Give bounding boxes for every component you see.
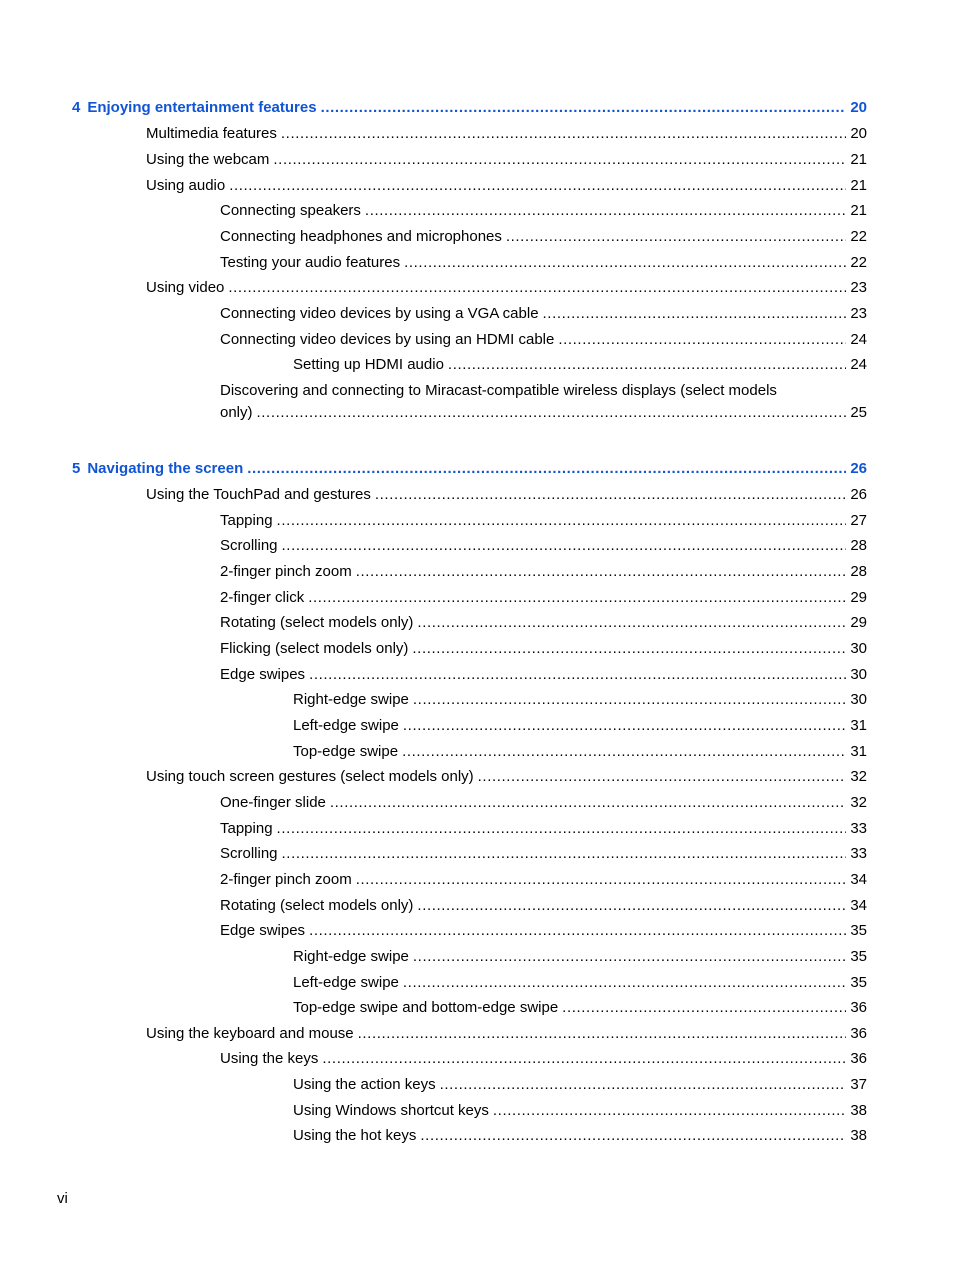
toc-entry[interactable]	[220, 224, 867, 246]
entry-page-number: 36	[850, 1050, 867, 1067]
dot-leader	[558, 331, 846, 349]
dot-leader	[358, 1025, 847, 1043]
toc-entry[interactable]	[220, 790, 867, 812]
toc-entry[interactable]	[220, 250, 867, 272]
toc-entry[interactable]	[220, 1046, 867, 1068]
toc-entry[interactable]	[293, 352, 867, 374]
toc-entry[interactable]	[293, 1072, 867, 1094]
entry-page-number: 33	[850, 845, 867, 862]
dot-leader	[417, 897, 846, 915]
toc-entry[interactable]	[293, 1123, 867, 1145]
toc-entry[interactable]	[220, 301, 867, 323]
toc-entry[interactable]	[220, 198, 867, 220]
entry-title: Flicking (select models only)	[220, 640, 409, 657]
entry-title: 2-finger pinch zoom	[220, 563, 352, 580]
dot-leader	[273, 151, 846, 169]
entry-title: Using Windows shortcut keys	[293, 1102, 489, 1119]
entry-title: Setting up HDMI audio	[293, 356, 444, 373]
dot-leader	[413, 948, 846, 966]
toc-entry[interactable]	[146, 764, 867, 786]
entry-page-number: 36	[850, 999, 867, 1016]
entry-page-number: 31	[850, 717, 867, 734]
entry-title: Scrolling	[220, 537, 278, 554]
dot-leader	[257, 404, 847, 422]
entry-title: Left-edge swipe	[293, 717, 399, 734]
dot-leader	[247, 460, 846, 478]
toc-entry[interactable]	[293, 739, 867, 761]
entry-page-number: 20	[850, 125, 867, 142]
entry-page-number: 21	[850, 202, 867, 219]
entry-title: Edge swipes	[220, 666, 306, 683]
entry-title: Using audio	[146, 177, 226, 194]
dot-leader	[543, 305, 847, 323]
entry-page-number: 22	[850, 254, 867, 271]
dot-leader	[403, 974, 846, 992]
dot-leader	[417, 614, 846, 632]
entry-page-number: 37	[850, 1076, 867, 1093]
entry-page-number: 21	[850, 177, 867, 194]
entry-title: 2-finger pinch zoom	[220, 871, 352, 888]
entry-title: Using touch screen gestures (select models only)	[146, 768, 474, 785]
toc-entry[interactable]	[220, 636, 867, 658]
dot-leader	[420, 1127, 846, 1145]
entry-page-number: 35	[850, 948, 867, 965]
toc-entry[interactable]	[293, 687, 867, 709]
toc-entry[interactable]	[146, 1021, 867, 1043]
toc-entry[interactable]	[293, 713, 867, 735]
entry-title: Connecting speakers	[220, 202, 361, 219]
entry-title: Right-edge swipe	[293, 948, 409, 965]
dot-leader	[365, 202, 846, 220]
dot-leader	[277, 512, 847, 530]
entry-title: Scrolling	[220, 845, 278, 862]
entry-title: One-finger slide	[220, 794, 326, 811]
dot-leader	[282, 537, 847, 555]
chapter-page-number: 26	[850, 460, 867, 477]
dot-leader	[448, 356, 846, 374]
entry-page-number: 23	[850, 305, 867, 322]
toc-entry[interactable]	[220, 400, 867, 422]
entry-title: Using the action keys	[293, 1076, 436, 1093]
entry-title: Tapping	[220, 820, 273, 837]
toc-entry[interactable]	[146, 482, 867, 504]
entry-page-number: 29	[850, 614, 867, 631]
toc-entry[interactable]	[220, 559, 867, 581]
toc-entry[interactable]	[220, 327, 867, 349]
dot-leader	[375, 486, 846, 504]
entry-page-number: 34	[850, 897, 867, 914]
entry-page-number: 21	[850, 151, 867, 168]
entry-title: Using the keyboard and mouse	[146, 1025, 354, 1042]
entry-title: Using video	[146, 279, 225, 296]
entry-title: Left-edge swipe	[293, 974, 399, 991]
entry-page-number: 32	[850, 794, 867, 811]
entry-title: Tapping	[220, 512, 273, 529]
toc-entry-wrapped-first-line[interactable]	[220, 378, 867, 400]
entry-title: Rotating (select models only)	[220, 897, 414, 914]
entry-title: 2-finger click	[220, 589, 305, 606]
entry-title: Rotating (select models only)	[220, 614, 414, 631]
entry-page-number: 28	[850, 563, 867, 580]
entry-title: Connecting video devices by using a VGA cable	[220, 305, 539, 322]
entry-page-number: 24	[850, 331, 867, 348]
entry-title: Using the keys	[220, 1050, 319, 1067]
page-folio: vi	[57, 1190, 68, 1207]
entry-page-number: 24	[850, 356, 867, 373]
dot-leader	[228, 279, 846, 297]
toc-entry[interactable]	[220, 585, 867, 607]
toc-chapter-4[interactable]	[72, 95, 867, 117]
dot-leader	[413, 691, 846, 709]
dot-leader	[282, 845, 847, 863]
dot-leader	[478, 768, 847, 786]
chapter-number: 4	[72, 99, 81, 116]
entry-page-number: 38	[850, 1127, 867, 1144]
entry-title: Edge swipes	[220, 922, 306, 939]
toc-entry[interactable]	[220, 662, 867, 684]
dot-leader	[404, 254, 846, 272]
chapter-number: 5	[72, 460, 81, 477]
dot-leader	[281, 125, 846, 143]
toc-entry[interactable]	[146, 121, 867, 143]
dot-leader	[229, 177, 846, 195]
entry-title: Connecting headphones and microphones	[220, 228, 502, 245]
entry-page-number: 26	[850, 486, 867, 503]
entry-page-number: 36	[850, 1025, 867, 1042]
toc-chapter-5[interactable]	[72, 456, 867, 478]
chapter-page-number: 20	[850, 99, 867, 116]
toc-entry[interactable]	[220, 867, 867, 889]
toc-entry[interactable]	[220, 841, 867, 863]
toc-entry[interactable]	[146, 275, 867, 297]
entry-title: Top-edge swipe	[293, 743, 399, 760]
dot-leader	[402, 743, 846, 761]
toc-entry[interactable]	[220, 533, 867, 555]
entry-page-number: 32	[850, 768, 867, 785]
toc-entry[interactable]	[220, 508, 867, 530]
entry-title: Testing your audio features	[220, 254, 401, 271]
dot-leader	[493, 1102, 846, 1120]
dot-leader	[308, 589, 846, 607]
toc-entry[interactable]	[293, 1098, 867, 1120]
dot-leader	[277, 820, 847, 838]
entry-page-number: 28	[850, 537, 867, 554]
dot-leader	[309, 922, 846, 940]
toc-entry[interactable]	[220, 816, 867, 838]
dot-leader	[309, 666, 846, 684]
entry-page-number: 30	[850, 640, 867, 657]
entry-title: Right-edge swipe	[293, 691, 409, 708]
toc-entry[interactable]	[293, 970, 867, 992]
entry-title: Multimedia features	[146, 125, 277, 142]
toc-entry[interactable]	[293, 995, 867, 1017]
entry-title: Using the hot keys	[293, 1127, 417, 1144]
dot-leader	[562, 999, 846, 1017]
entry-title-continued: only)	[220, 404, 253, 421]
dot-leader	[356, 563, 847, 581]
entry-page-number: 31	[850, 743, 867, 760]
toc-entry[interactable]	[220, 893, 867, 915]
entry-page-number: 25	[850, 404, 867, 421]
entry-page-number: 22	[850, 228, 867, 245]
toc-entry[interactable]	[146, 147, 867, 169]
entry-page-number: 34	[850, 871, 867, 888]
entry-page-number: 33	[850, 820, 867, 837]
entry-title: Connecting video devices by using an HDMI cable	[220, 331, 555, 348]
entry-page-number: 27	[850, 512, 867, 529]
dot-leader	[356, 871, 847, 889]
entry-title: Using the TouchPad and gestures	[146, 486, 371, 503]
dot-leader	[321, 99, 847, 117]
dot-leader	[440, 1076, 847, 1094]
chapter-title: Enjoying entertainment features	[87, 99, 317, 116]
toc-entry[interactable]	[220, 918, 867, 940]
entry-page-number: 29	[850, 589, 867, 606]
entry-title: Top-edge swipe and bottom-edge swipe	[293, 999, 559, 1016]
dot-leader	[403, 717, 846, 735]
dot-leader	[330, 794, 846, 812]
entry-page-number: 38	[850, 1102, 867, 1119]
toc-entry[interactable]	[293, 944, 867, 966]
toc-entry[interactable]	[220, 610, 867, 632]
chapter-title: Navigating the screen	[87, 460, 244, 477]
entry-title: Using the webcam	[146, 151, 270, 168]
toc-entry[interactable]	[146, 173, 867, 195]
entry-page-number: 23	[850, 279, 867, 296]
entry-page-number: 35	[850, 974, 867, 991]
entry-page-number: 30	[850, 666, 867, 683]
entry-title: Discovering and connecting to Miracast-compatible wireless displays (select models	[220, 382, 777, 399]
dot-leader	[506, 228, 846, 246]
entry-page-number: 35	[850, 922, 867, 939]
dot-leader	[412, 640, 846, 658]
dot-leader	[322, 1050, 846, 1068]
entry-page-number: 30	[850, 691, 867, 708]
